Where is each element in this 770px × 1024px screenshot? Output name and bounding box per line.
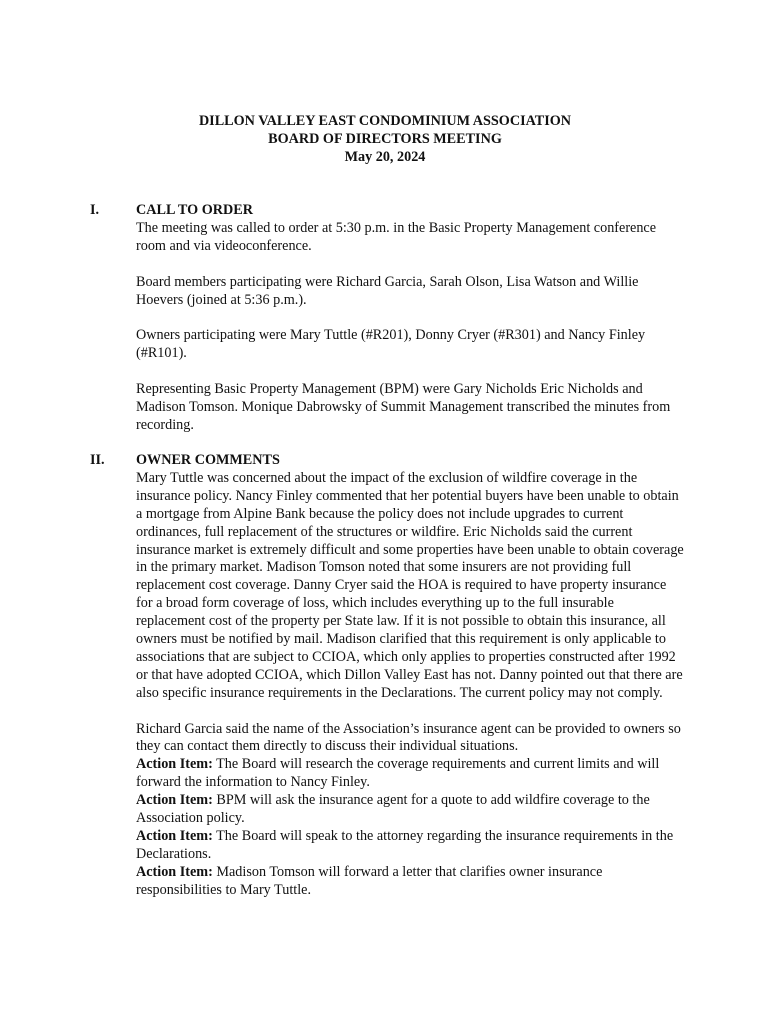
action-item [136,864,686,900]
meeting-title: BOARD OF DIRECTORS MEETING [268,131,502,147]
paragraph: Owners participating were Mary Tuttle (#R201), Donny Cryer (#R301) and Nancy Finley (#R101). [136,327,646,362]
paragraph: Representing Basic Property Management (BPM) were Gary Nicholds Eric Nicholds and Madison Tomson. Monique Dabrowsky of Summit Management transcribed the minutes from recording. [136,381,671,433]
section-heading: CALL TO ORDER [136,202,253,218]
paragraph: Board members participating were Richard Garcia, Sarah Olson, Lisa Watson and Willie Hoevers (joined at 5:36 p.m.). [136,273,639,308]
paragraph: Mary Tuttle was concerned about the impact of the exclusion of wildfire coverage in the insurance policy. Nancy Finley commented that her potential buyers have been unable to obtain a mortgage from Alpine Bank because the policy does not include upgrades to current ordinances, full replacement of the structures or wildfire. Eric Nicholds said the current insurance market is extremely difficult and some properties have been unable to obtain coverage in the primary market. Madison Tomson noted that some insurers are not providing full replacement cost coverage. Danny Cryer said the HOA is required to have property insurance for a broad form coverage of loss, which includes everything up to the full insurable replacement cost of the property per State law. If it is not possible to obtain this insurance, all owners must be notified by mail. Madison clarified that this requirement is only applicable to associations that are subject to CCIOA, which only applies to properties constructed after 1992 or that have adopted CCIOA, which Dillon Valley East has not. Danny pointed out that there are also specific insurance requirements in the Declarations. The current policy may not comply. [136,469,684,701]
section-body [136,452,686,900]
document-header [0,112,770,166]
section-heading: OWNER COMMENTS [136,452,280,468]
action-item-text: BPM will ask the insurance agent for a quote to add wildfire coverage to the Association policy. [136,792,650,827]
action-item-label: Action Item: [136,828,213,845]
action-item [136,828,686,864]
action-item [136,792,686,828]
action-item-label: Action Item: [136,792,213,809]
section-body [136,202,686,435]
meeting-date: May 20, 2024 [344,149,426,165]
paragraph: Richard Garcia said the name of the Association’s insurance agent can be provided to owners so they can contact them directly to discuss their individual situations. [136,720,681,755]
organization-title: DILLON VALLEY EAST CONDOMINIUM ASSOCIATION [198,113,572,129]
section-number: II. [90,452,105,468]
action-item-text: Madison Tomson will forward a letter that clarifies owner insurance responsibilities to Mary Tuttle. [136,863,603,898]
action-item-label: Action Item: [136,863,213,880]
section-number: I. [90,202,100,218]
paragraph: The meeting was called to order at 5:30 p.m. in the Basic Property Management conference room and via videoconference. [136,219,657,254]
action-item-text: The Board will speak to the attorney regarding the insurance requirements in the Declarations. [136,828,674,862]
action-item-label: Action Item: [136,756,213,773]
action-item [136,756,686,792]
action-item-text: The Board will research the coverage requirements and current limits and will forward the information to Nancy Finley. [136,756,660,791]
